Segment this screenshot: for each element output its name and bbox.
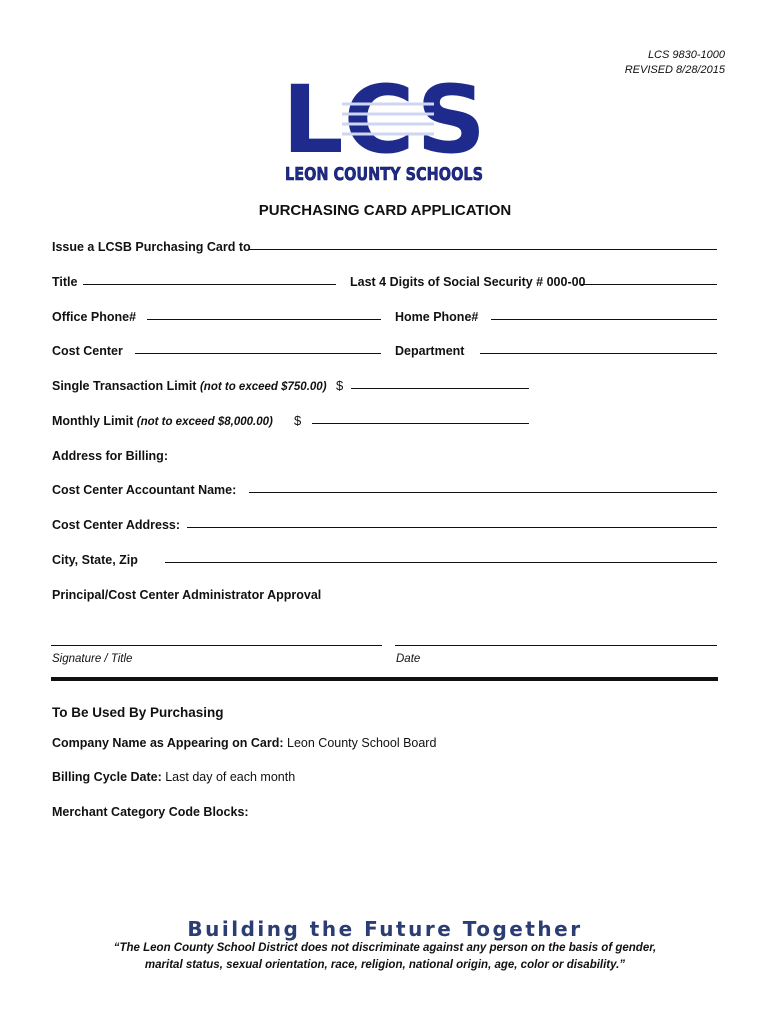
purchasing-heading: To Be Used By Purchasing	[52, 705, 224, 720]
billing-cycle-value: Last day of each month	[165, 770, 296, 784]
billing-cycle-row	[52, 770, 295, 784]
title-label: Title	[52, 275, 78, 289]
approval-label: Principal/Cost Center Administrator Approval	[52, 588, 322, 602]
company-name-label: Company Name as Appearing on Card:	[52, 736, 284, 750]
city-state-zip-field[interactable]	[165, 562, 717, 563]
single-limit-currency: $	[336, 378, 344, 393]
company-name-row	[52, 736, 436, 750]
issue-to-label: Issue a LCSB Purchasing Card to	[52, 240, 251, 254]
form-number: LCS 9830-1000	[647, 49, 725, 61]
ssn-label: Last 4 Digits of Social Security # 000-00	[350, 275, 586, 289]
disclaimer-line-1: “The Leon County School District does not discriminate against any person on the basis of gender,	[113, 942, 657, 954]
signature-caption: Signature / Title	[52, 653, 133, 665]
cost-center-address-label: Cost Center Address:	[52, 518, 181, 532]
office-phone-label: Office Phone#	[52, 310, 137, 324]
monthly-limit-label	[52, 414, 273, 428]
monthly-limit-note: (not to exceed $8,000.00)	[136, 416, 273, 428]
city-state-zip-label: City, State, Zip	[52, 553, 138, 567]
cost-center-label: Cost Center	[52, 344, 123, 358]
single-limit-text: Single Transaction Limit	[52, 379, 197, 393]
billing-cycle-label: Billing Cycle Date:	[52, 770, 162, 784]
accountant-name-label: Cost Center Accountant Name:	[52, 483, 237, 497]
single-limit-note: (not to exceed $750.00)	[199, 381, 327, 393]
page-title: PURCHASING CARD APPLICATION	[258, 202, 512, 219]
home-phone-field[interactable]	[491, 319, 717, 320]
monthly-limit-currency: $	[294, 413, 302, 428]
office-phone-field[interactable]	[147, 319, 381, 320]
single-limit-field[interactable]	[351, 388, 529, 389]
title-field[interactable]	[83, 284, 336, 285]
lcs-logo	[284, 76, 486, 184]
disclaimer-line-2: marital status, sexual orientation, race, religion, national origin, age, color or disability.”	[144, 959, 626, 971]
department-field[interactable]	[480, 353, 717, 354]
date-caption: Date	[396, 653, 421, 665]
date-field[interactable]	[395, 645, 717, 646]
footer-disclaimer	[0, 940, 770, 974]
mcc-blocks-label: Merchant Category Code Blocks:	[52, 805, 249, 819]
department-label: Department	[395, 344, 465, 358]
form-number-block	[625, 48, 725, 78]
accountant-name-field[interactable]	[249, 492, 717, 493]
signature-field[interactable]	[51, 645, 382, 646]
cost-center-address-field[interactable]	[187, 527, 717, 528]
issue-to-field[interactable]	[249, 249, 717, 250]
section-divider	[51, 677, 718, 681]
home-phone-label: Home Phone#	[395, 310, 479, 324]
cost-center-field[interactable]	[135, 353, 381, 354]
ssn-field[interactable]	[581, 284, 717, 285]
logo-monogram: LCS	[284, 76, 486, 175]
company-name-value: Leon County School Board	[287, 736, 437, 750]
address-billing-label: Address for Billing:	[52, 449, 168, 463]
monthly-limit-field[interactable]	[312, 423, 529, 424]
revised-date: REVISED 8/28/2015	[624, 64, 725, 76]
monthly-limit-text: Monthly Limit	[52, 414, 134, 428]
lcs-logo-graphic	[284, 76, 486, 184]
single-limit-label	[52, 379, 327, 393]
logo-name: LEON COUNTY SCHOOLS	[285, 164, 483, 184]
footer-slogan: Building the Future Together	[187, 917, 583, 941]
